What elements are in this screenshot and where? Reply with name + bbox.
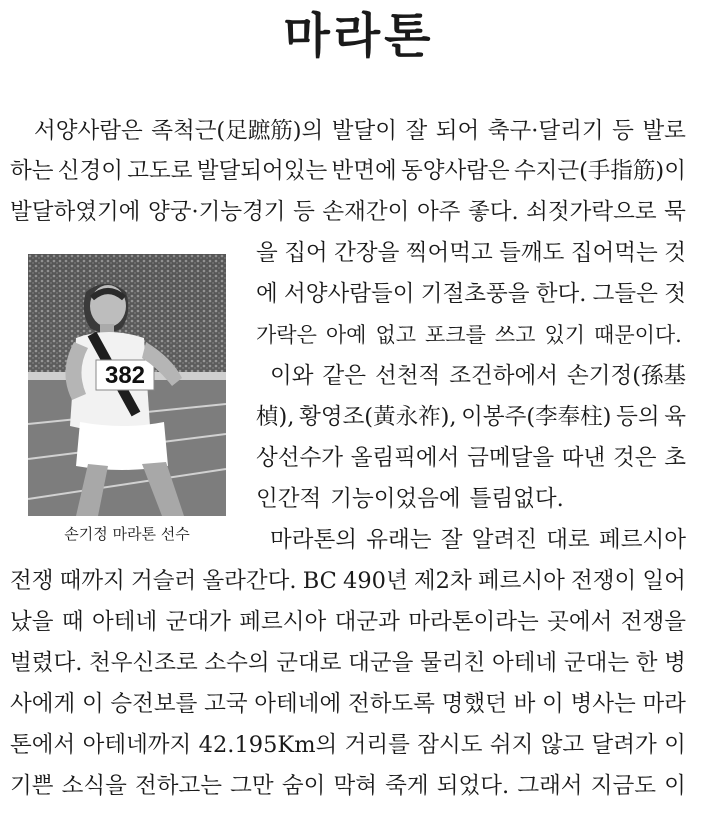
word: 알려진 <box>471 527 537 553</box>
word: 42.195Km의 <box>198 732 338 758</box>
word: 마라톤의 <box>270 527 357 553</box>
word: 잘 <box>440 527 463 553</box>
word: 좋다. <box>467 199 519 225</box>
word: 군대는 <box>563 650 630 676</box>
word: 楨), <box>256 404 295 430</box>
word: 황영조(黃永祚), <box>299 404 457 430</box>
text-line <box>10 771 686 801</box>
text-line <box>10 689 686 719</box>
word: 이와 <box>270 363 314 389</box>
word: 묵 <box>664 199 686 225</box>
word: 기절초풍을 <box>420 281 530 307</box>
word: 선천적 <box>375 363 441 389</box>
word: 490년 <box>343 568 408 594</box>
word: 지금도 <box>590 773 656 799</box>
word: 났을 <box>10 609 54 635</box>
runner-photo-image <box>28 254 226 516</box>
word: 하는 <box>10 158 54 184</box>
word: 군대가 <box>165 609 231 635</box>
text-line <box>270 525 686 555</box>
word: 명했던 <box>441 691 507 717</box>
word: 잘 <box>405 118 428 144</box>
word: 틀림없다. <box>469 486 564 512</box>
word: 군대로 <box>276 650 342 676</box>
word: 벌렸다. <box>10 650 83 676</box>
word: 고도로 <box>127 158 193 184</box>
word: 아예 <box>325 323 367 347</box>
word: 기능이었음에 <box>330 486 461 512</box>
word: 축구·달리기 <box>487 118 604 144</box>
word: 족척근(足蹠筋)의 <box>151 118 324 144</box>
word: 쓰고 <box>494 323 536 347</box>
word: 금메달을 <box>467 445 555 471</box>
word: 서양사람들이 <box>284 281 415 307</box>
word: 아테네 <box>92 609 158 635</box>
word: 대군을 <box>348 650 414 676</box>
word: 병사는 <box>570 691 636 717</box>
word: 거리를 <box>344 732 410 758</box>
text-line <box>34 116 686 146</box>
word: 되었다. <box>436 773 510 799</box>
word: 페르시아 <box>477 568 565 594</box>
word: BC <box>302 568 337 594</box>
word: 이 <box>542 691 564 717</box>
word: 제2차 <box>413 568 472 594</box>
text-line <box>256 443 686 473</box>
word: 올라간다. <box>202 568 297 594</box>
word: 아테네에 <box>254 691 342 717</box>
word: 때문이다. <box>594 323 682 347</box>
word: 아테네까지 <box>82 732 192 758</box>
photo-caption: 손기정 마라톤 선수 <box>64 525 190 543</box>
word: 그들은 <box>592 281 658 307</box>
word: 병 <box>664 650 686 676</box>
word: 대로 <box>546 527 590 553</box>
word: 숨이 <box>281 773 326 799</box>
word: 이봉주(李奉柱) <box>461 404 612 430</box>
word: 없고 <box>375 323 417 347</box>
text-line <box>256 402 686 432</box>
word: 소식을 <box>61 773 127 799</box>
word: 거슬러 <box>131 568 197 594</box>
word: 마라톤이라는 <box>408 609 539 635</box>
word: 인간적 <box>256 486 322 512</box>
word: 한 <box>635 650 658 676</box>
word: 반면에 <box>331 158 397 184</box>
word: 수지근(手指筋)이 <box>513 158 686 184</box>
word: 것은 <box>613 445 657 471</box>
word: 바 <box>513 691 536 717</box>
word: 않고 <box>540 732 585 758</box>
text-line <box>256 484 686 514</box>
word: 승전보를 <box>110 691 198 717</box>
word: 한다. <box>535 281 587 307</box>
word: 전하고는 <box>135 773 222 799</box>
text-line <box>10 648 686 678</box>
text-line <box>256 238 686 268</box>
word: 올림픽에서 <box>350 445 460 471</box>
word: 마라 <box>642 691 686 717</box>
word: 대군과 <box>334 609 400 635</box>
word: 잠시도 <box>417 732 483 758</box>
word: 때까지 <box>59 568 125 594</box>
word: 들깨도 <box>499 240 565 266</box>
word: 쇠젓가락으로 <box>526 199 657 225</box>
word: 것 <box>664 240 686 266</box>
word: 같은 <box>322 363 366 389</box>
word: 일어 <box>642 568 686 594</box>
word: 발달이 <box>331 118 397 144</box>
word: 간장을 <box>334 240 400 266</box>
word: 양궁·기능경기 <box>147 199 286 225</box>
word: 초 <box>664 445 686 471</box>
word: 젓 <box>664 281 686 307</box>
text-line <box>256 279 686 309</box>
word: 상선수가 <box>256 445 343 471</box>
text-line <box>10 156 686 186</box>
word: 되어 <box>435 118 480 144</box>
word: 유래는 <box>366 527 432 553</box>
word: 죽게 <box>385 773 429 799</box>
runner-photo <box>28 254 226 516</box>
word: 아주 <box>416 199 461 225</box>
word: 달려가 <box>591 732 657 758</box>
word: 아테네 <box>491 650 558 676</box>
page-title: 마라톤 <box>283 8 435 64</box>
word: 발달하였기에 <box>10 199 141 225</box>
word: 때 <box>61 609 84 635</box>
word: 전하도록 <box>347 691 435 717</box>
word: 있기 <box>544 323 586 347</box>
word: 사에게 <box>10 691 76 717</box>
word: 발달되어있는 <box>196 158 328 184</box>
word: 막혀 <box>333 773 377 799</box>
word: 따낸 <box>561 445 606 471</box>
word: 전쟁이 <box>571 568 637 594</box>
word: 손기정(孫基 <box>567 363 686 389</box>
word: 집어 <box>284 240 328 266</box>
bib-number: 382 <box>104 362 146 389</box>
word: 소수의 <box>204 650 270 676</box>
word: 물리친 <box>420 650 486 676</box>
word: 이 <box>664 732 686 758</box>
word: 등의 <box>616 404 660 430</box>
text-line <box>10 566 686 596</box>
word: 포크를 <box>425 323 486 347</box>
word: 서양사람은 <box>34 118 143 144</box>
word: 전쟁 <box>10 568 54 594</box>
word: 이 <box>81 691 104 717</box>
word: 전쟁을 <box>620 609 686 635</box>
word: 페르시아 <box>239 609 327 635</box>
word: 신경이 <box>57 158 123 184</box>
word: 등 <box>293 199 315 225</box>
word: 페르시아 <box>599 527 686 553</box>
word: 찍어먹고 <box>405 240 493 266</box>
word: 동양사람은 <box>400 158 510 184</box>
text-line <box>10 730 686 760</box>
word: 가락은 <box>256 323 317 347</box>
word: 을 <box>256 240 278 266</box>
word: 육 <box>664 404 686 430</box>
word: 그래서 <box>517 773 583 799</box>
word: 천우신조로 <box>89 650 198 676</box>
word: 에 <box>256 281 278 307</box>
text-line <box>270 361 686 391</box>
word: 곳에서 <box>547 609 613 635</box>
text-line <box>256 320 686 350</box>
word: 그만 <box>230 773 274 799</box>
text-line <box>10 197 686 227</box>
word: 등 <box>612 118 634 144</box>
word: 기쁜 <box>10 773 54 799</box>
word: 집어먹는 <box>570 240 658 266</box>
word: 조건하에서 <box>449 363 558 389</box>
word: 이 <box>664 773 686 799</box>
text-line <box>10 607 686 637</box>
word: 쉬지 <box>489 732 534 758</box>
word: 톤에서 <box>10 732 76 758</box>
word: 손재간이 <box>322 199 410 225</box>
word: 발로 <box>642 118 686 144</box>
word: 고국 <box>204 691 248 717</box>
